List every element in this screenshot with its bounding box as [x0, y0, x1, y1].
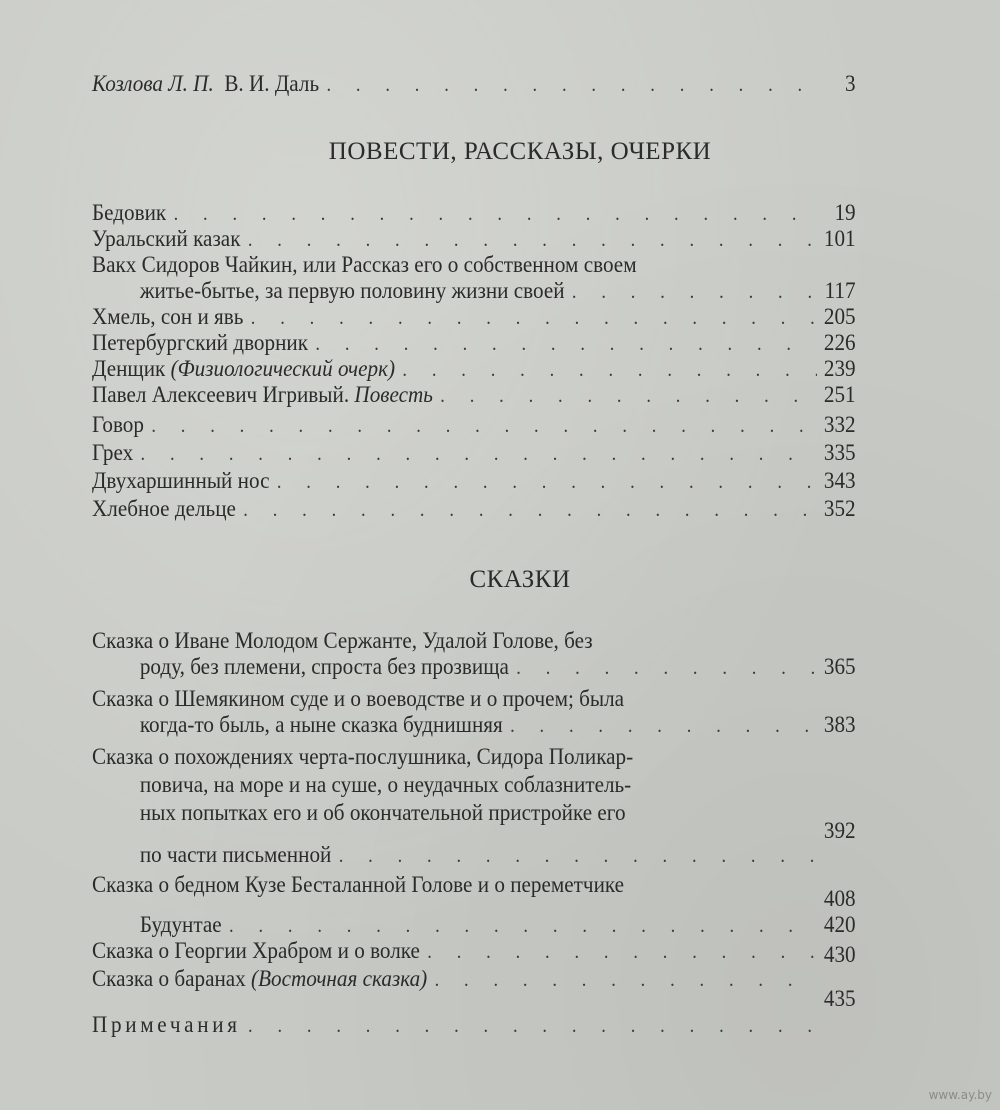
entry-title-text: Денщик: [92, 356, 166, 381]
dot-leader: [174, 201, 819, 227]
page-number: 383: [823, 712, 856, 737]
toc-entry[interactable]: [92, 966, 856, 1011]
page-number: 332: [823, 412, 856, 437]
page-number: 19: [834, 200, 856, 225]
page-number: 117: [824, 278, 856, 303]
toc-entry[interactable]: [92, 304, 856, 331]
dot-leader: [572, 279, 817, 305]
toc-entry[interactable]: [92, 330, 856, 357]
entry-subtitle: (Восточная сказка): [251, 966, 428, 991]
toc-entry[interactable]: [92, 872, 856, 911]
entry-title: ных попытках его и об окончательной пристройке его: [139, 800, 626, 825]
page-number: 251: [823, 382, 856, 407]
page-number: 343: [823, 468, 856, 493]
entry-title: Бедовик: [92, 200, 167, 225]
entry-author: Козлова Л. П.: [92, 71, 214, 96]
toc-entry-line[interactable]: [92, 800, 856, 843]
dot-leader: [440, 383, 816, 409]
page-number: 226: [823, 330, 856, 355]
entry-title: Хмель, сон и явь: [92, 304, 244, 329]
entry-title-text: В. И. Даль: [224, 71, 320, 96]
dot-leader: [510, 713, 816, 739]
toc-entry[interactable]: [92, 412, 856, 439]
watermark: www.ay.by: [928, 1088, 992, 1102]
dot-leader: [427, 939, 816, 965]
toc-entry-line[interactable]: повича, на море и на суше, о неудачных соблазнитель-: [139, 772, 632, 797]
toc-entry-line[interactable]: Сказка о похождениях черта-послушника, Сидора Поликар-: [92, 744, 634, 769]
dot-leader: [435, 967, 817, 993]
toc-entry-line[interactable]: Сказка о Иване Молодом Сержанте, Удалой Голове, без: [92, 628, 593, 653]
entry-title: когда-то быль, а ныне сказка буднишняя: [139, 712, 503, 737]
section-heading-tales: СКАЗКИ: [469, 566, 571, 593]
dot-leader: [516, 655, 816, 681]
toc-entry[interactable]: [92, 938, 856, 965]
page-number: 335: [823, 440, 856, 465]
entry-subtitle: Повесть: [354, 382, 433, 407]
toc-entry[interactable]: [92, 382, 856, 409]
toc-entry[interactable]: [92, 468, 856, 495]
entry-title-text: Сказка о баранах: [92, 966, 246, 991]
toc-entry[interactable]: [92, 842, 856, 869]
toc-entry-intro[interactable]: [92, 71, 856, 98]
dot-leader: [229, 913, 816, 939]
entry-title: Сказка о Георгии Храбром и о волке: [92, 938, 420, 963]
entry-title: Уральский казак: [92, 226, 241, 251]
entry-title-text: Павел Алексеевич Игривый.: [92, 382, 350, 407]
toc-entry[interactable]: [92, 226, 856, 253]
dot-leader: [251, 305, 817, 331]
entry-subtitle: (Физиологический очерк): [170, 356, 396, 381]
page-number: 420: [823, 912, 856, 937]
toc-entry-notes[interactable]: [92, 1012, 856, 1039]
dot-leader: [326, 72, 818, 98]
toc-entry[interactable]: [92, 440, 856, 467]
entry-title: [92, 71, 319, 97]
entry-title: Примечания: [92, 1012, 241, 1037]
page-number: 365: [823, 654, 856, 679]
page-number: 3: [845, 71, 856, 96]
entry-title: Говор: [92, 412, 144, 437]
toc-entry[interactable]: [92, 654, 856, 681]
page-number: 101: [823, 226, 856, 251]
entry-title: житье-бытье, за первую половину жизни своей: [139, 278, 565, 303]
toc-entry-line[interactable]: Сказка о Шемякином суде и о воеводстве и о прочем; была: [92, 686, 625, 711]
toc-entry[interactable]: [92, 356, 856, 383]
entry-title: [92, 382, 433, 408]
entry-title: Хлебное дельце: [92, 496, 236, 521]
page-number: 352: [823, 496, 856, 521]
section-heading-stories: ПОВЕСТИ, РАССКАЗЫ, ОЧЕРКИ: [328, 138, 712, 165]
page-number: 435: [823, 986, 856, 1011]
entry-title: Грех: [92, 440, 134, 465]
entry-title: Сказка о бедном Кузе Бесталанной Голове и о переметчике: [92, 872, 625, 897]
entry-title: роду, без племени, спроста без прозвища: [139, 654, 509, 679]
entry-title: [92, 356, 395, 382]
page-number: 239: [823, 356, 856, 381]
entry-title: [92, 966, 427, 992]
entry-title: Двухаршинный нос: [92, 468, 270, 493]
toc-entry[interactable]: [92, 200, 856, 227]
page-number: 430: [823, 942, 856, 967]
page-number: 408: [823, 886, 856, 911]
entry-title: Петербургский дворник: [92, 330, 309, 355]
page-number: 205: [823, 304, 856, 329]
entry-title: Будунтае: [139, 912, 222, 937]
toc-entry[interactable]: [92, 496, 856, 523]
dot-leader: [315, 331, 816, 357]
dot-leader: [277, 469, 817, 495]
dot-leader: [243, 497, 816, 523]
toc-entry-line[interactable]: Вакх Сидоров Чайкин, или Рассказ его о собственном своем: [92, 252, 637, 277]
dot-leader: [248, 1013, 819, 1039]
toc-entry[interactable]: [92, 912, 856, 939]
dot-leader: [141, 441, 817, 467]
dot-leader: [402, 357, 816, 383]
toc-entry[interactable]: [92, 712, 856, 739]
dot-leader: [151, 413, 816, 439]
dot-leader: [339, 843, 819, 869]
entry-title: по части письменной: [139, 842, 332, 867]
page-number: 392: [823, 818, 856, 843]
dot-leader: [248, 227, 817, 253]
toc-entry[interactable]: [92, 278, 856, 305]
